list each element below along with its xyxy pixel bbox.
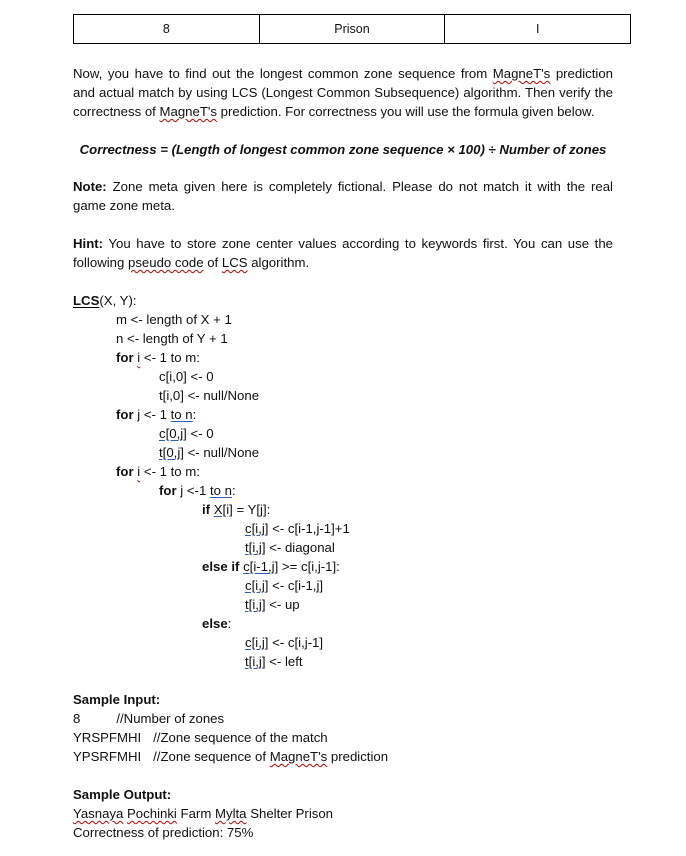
code-text: j <-1 [180, 483, 207, 498]
sample-input-line [73, 709, 224, 728]
code-line [116, 462, 200, 481]
sample-output-correctness: Correctness of prediction: 75% [73, 825, 254, 840]
code-text: <- c[i,j-1] [272, 635, 324, 650]
comment: //Zone sequence of the match [153, 730, 328, 745]
zone-name: Farm [180, 806, 212, 821]
var-i: i [137, 464, 141, 479]
code-text: : [227, 616, 232, 631]
hint-text-end: algorithm. [251, 255, 310, 270]
code-text: c[i,j] [245, 635, 269, 650]
hint-text: You have to store zone center values according to keywords first. You can use the following [73, 236, 614, 270]
lcs-word: LCS [221, 255, 248, 270]
code-line [245, 633, 323, 652]
code-text: <- diagonal [269, 540, 335, 555]
for-keyword: for [116, 464, 134, 479]
to-n: to n [170, 407, 193, 422]
code-line [159, 443, 259, 462]
code-line: m <- length of X + 1 [116, 312, 232, 327]
hint-of: of [207, 255, 219, 270]
code-text: : [231, 483, 236, 498]
note-label: Note: [73, 179, 107, 194]
code-text: t[0,j] [159, 445, 184, 460]
label-text: Sample Output: [73, 787, 172, 802]
comment: prediction [330, 749, 389, 764]
code-text: c[i-1,j] [243, 559, 279, 574]
for-keyword: for [116, 350, 134, 365]
code-line [245, 595, 300, 614]
zone-name: Yasnaya [73, 806, 124, 821]
sample-input-line [73, 747, 388, 766]
code-text: : [192, 407, 197, 422]
code-line [159, 424, 214, 443]
note-paragraph [73, 177, 613, 215]
hint-paragraph [73, 234, 613, 272]
intro-paragraph [73, 64, 613, 121]
var-i: i [137, 350, 141, 365]
table-cell-number: 8 [162, 22, 170, 36]
code-line: n <- length of Y + 1 [116, 331, 228, 346]
hint-label: Hint: [73, 236, 104, 251]
correctness-formula: Correctness = (Length of longest common zone sequence × 100) ÷ Number of zones [79, 142, 607, 157]
zone-table-row [73, 14, 631, 44]
to-n: to n [209, 483, 232, 498]
if-keyword: if [202, 502, 211, 517]
match-sequence: YRSPFMHI [73, 730, 142, 745]
intro-text-2: prediction and actual match by using LCS (Longest Common Subsequence) algorithm. Then verify the correctness of [73, 66, 614, 119]
code-header [73, 291, 137, 310]
code-text: t[i,j] [245, 654, 266, 669]
sample-input-label [73, 690, 160, 709]
code-text: <- 1 to m: [143, 464, 200, 479]
code-line [245, 519, 350, 538]
code-line [116, 405, 196, 424]
code-text: <- c[i-1,j] [272, 578, 324, 593]
note-text: Zone meta given here is completely fictional. Please do not match it with the real game zone meta. [73, 179, 613, 213]
else-if-keyword: else if [202, 559, 240, 574]
code-line [245, 652, 303, 671]
zone-name: Mylta [215, 806, 247, 821]
zone-count: 8 [73, 711, 81, 726]
for-keyword: for [116, 407, 134, 422]
else-keyword: else [202, 616, 228, 631]
lcs-function-name: LCS [73, 293, 100, 308]
code-line: t[i,0] <- null/None [159, 388, 260, 403]
code-text: = Y[j]: [236, 502, 271, 517]
code-text: j <- 1 [137, 407, 167, 422]
sample-output-label [73, 785, 171, 804]
code-text: <- left [269, 654, 303, 669]
sample-input-line [73, 728, 328, 747]
comment: //Number of zones [116, 711, 225, 726]
code-line: c[i,0] <- 0 [159, 369, 214, 384]
code-text: <- c[i-1,j-1]+1 [272, 521, 350, 536]
code-line [202, 500, 270, 519]
magnet-word: MagneT's [159, 104, 217, 119]
intro-text-3: prediction. For correctness you will use the formula given below. [220, 104, 595, 119]
code-text: >= c[i,j-1]: [281, 559, 340, 574]
code-text: <- up [269, 597, 300, 612]
code-text: c[i,j] [245, 578, 269, 593]
prediction-sequence: YPSRFMHI [73, 749, 142, 764]
zone-name: Shelter Prison [250, 806, 334, 821]
magnet-word: MagneT's [269, 749, 328, 764]
code-text: X[i] [213, 502, 233, 517]
magnet-word: MagneT's [492, 66, 551, 81]
pseudo-code-word: pseudo code [128, 255, 204, 270]
zone-name: Pochinki [127, 806, 177, 821]
code-line [202, 557, 340, 576]
table-cell-keyword: I [444, 15, 630, 43]
table-cell-zone: Prison [259, 15, 445, 43]
code-line [159, 481, 236, 500]
code-text: c[0,j] [159, 426, 187, 441]
lcs-args: (X, Y): [99, 293, 137, 308]
label-text: Sample Input: [73, 692, 161, 707]
comment: //Zone sequence of [153, 749, 267, 764]
code-line [116, 348, 200, 367]
code-text: t[i,j] [245, 540, 266, 555]
intro-text-1: Now, you have to find out the longest common zone sequence from [73, 66, 488, 81]
sample-output-zones [73, 804, 333, 823]
code-line [245, 576, 323, 595]
code-text: <- 0 [190, 426, 214, 441]
code-line [245, 538, 335, 557]
for-keyword: for [159, 483, 177, 498]
code-text: t[i,j] [245, 597, 266, 612]
code-text: c[i,j] [245, 521, 269, 536]
code-line [202, 614, 231, 633]
code-text: <- 1 to m: [143, 350, 200, 365]
code-text: <- null/None [187, 445, 260, 460]
